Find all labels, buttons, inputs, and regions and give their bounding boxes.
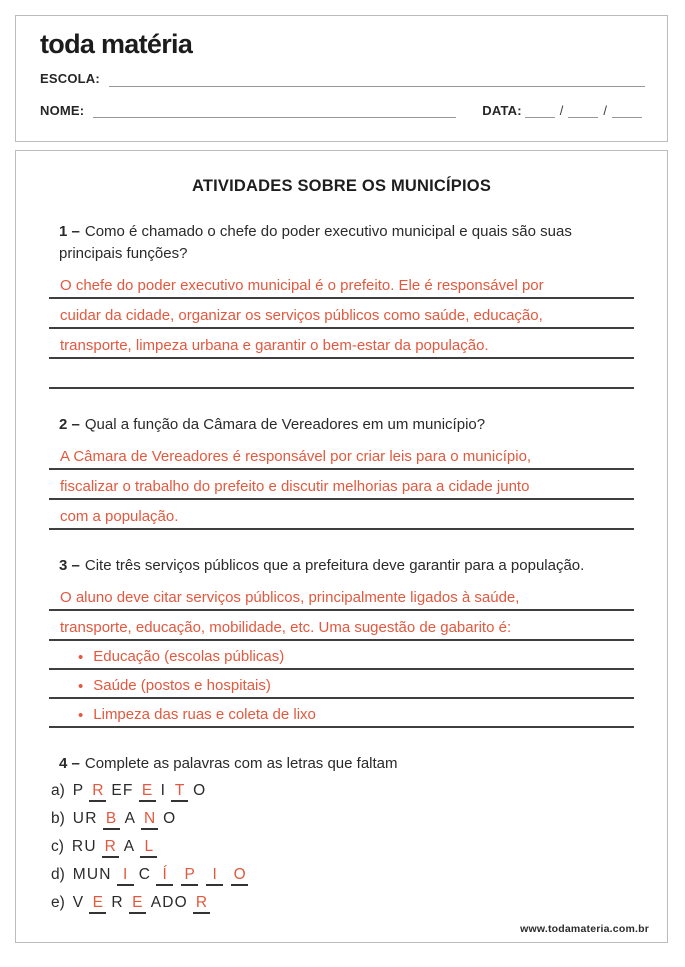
- given-letters: EF: [111, 782, 134, 800]
- answer-text: cuidar da cidade, organizar os serviços públicos como saúde, educação,: [60, 307, 543, 325]
- answer-line: [49, 581, 634, 611]
- given-letters: R: [111, 894, 124, 912]
- date-separator: /: [559, 102, 564, 118]
- answer-line: [49, 329, 634, 359]
- filled-blank-letter: E: [139, 782, 156, 802]
- answer-text: O chefe do poder executivo municipal é o prefeito. Ele é responsável por: [60, 277, 544, 295]
- word-completion-row: [51, 782, 634, 803]
- filled-blank-letter: O: [231, 866, 248, 886]
- question-1-text: [59, 221, 634, 265]
- answer-line: [49, 359, 634, 389]
- answer-line: [49, 500, 634, 530]
- word-item-label: b): [51, 810, 65, 828]
- answer-text: fiscalizar o trabalho do prefeito e discutir melhorias para a cidade junto: [60, 478, 530, 496]
- question-number: 3 –: [59, 557, 80, 575]
- given-letters: ADO: [150, 894, 188, 912]
- filled-blank-letter: E: [89, 894, 106, 914]
- date-day-line[interactable]: [525, 116, 555, 118]
- question-statement: Qual a função da Câmara de Vereadores em um município?: [84, 416, 486, 434]
- filled-blank-letter: P: [181, 866, 198, 886]
- answer-text: Educação (escolas públicas): [93, 648, 285, 666]
- filled-blank-letter: T: [171, 782, 188, 802]
- question-3: [49, 555, 634, 728]
- filled-blank-letter: I: [117, 866, 134, 886]
- worksheet-title: ATIVIDADES SOBRE OS MUNICÍPIOS: [191, 177, 492, 195]
- date-separator: /: [603, 102, 607, 118]
- bullet-answer-line: [49, 699, 634, 728]
- answer-text: A Câmara de Vereadores é responsável por criar leis para o município,: [60, 448, 532, 466]
- question-statement: Complete as palavras com as letras que faltam: [84, 755, 398, 773]
- answer-text: [49, 384, 60, 387]
- given-letters: I: [160, 782, 167, 800]
- escola-input-line[interactable]: [109, 85, 645, 87]
- answer-line: [49, 611, 634, 641]
- question-2-text: [59, 414, 634, 436]
- word-completion-row: [51, 838, 634, 859]
- given-letters: A: [123, 838, 136, 856]
- bullet-answer-line: [49, 641, 634, 670]
- filled-blank-letter: Í: [156, 866, 173, 886]
- filled-blank-letter: I: [206, 866, 223, 886]
- given-letters: V: [72, 894, 85, 912]
- filled-blank-letter: E: [129, 894, 146, 914]
- question-4: [49, 753, 634, 915]
- answer-text: transporte, limpeza urbana e garantir o bem-estar da população.: [60, 337, 489, 355]
- answer-line: [49, 470, 634, 500]
- given-letters: C: [138, 866, 152, 884]
- answer-line: [49, 440, 634, 470]
- word-item-label: d): [51, 866, 65, 884]
- given-letters: MUN: [72, 866, 112, 884]
- question-number: 1 –: [59, 223, 80, 240]
- given-letters: P: [72, 782, 85, 800]
- question-3-bullet-answers: [49, 641, 634, 728]
- filled-blank-letter: R: [193, 894, 210, 914]
- question-4-word-rows: [49, 782, 634, 915]
- bullet-icon: •: [78, 678, 84, 696]
- word-completion-row: [51, 810, 634, 831]
- nome-field-row: [40, 103, 645, 119]
- worksheet-body: [15, 150, 668, 943]
- date-month-line[interactable]: [568, 116, 598, 118]
- data-label: DATA:: [482, 102, 522, 118]
- nome-label: NOME:: [40, 102, 85, 118]
- date-year-line[interactable]: [612, 116, 642, 118]
- answer-text: com a população.: [60, 508, 179, 526]
- question-1: [49, 221, 634, 389]
- word-item-label: a): [51, 782, 65, 800]
- brand-logo: toda matéria: [40, 29, 193, 59]
- answer-line: [49, 269, 634, 299]
- answer-text: O aluno deve citar serviços públicos, principalmente ligados à saúde,: [60, 589, 520, 607]
- question-1-answers: [49, 269, 634, 389]
- nome-input-line[interactable]: [93, 116, 456, 118]
- escola-field-row: [40, 71, 645, 87]
- header-box: [15, 15, 668, 142]
- given-letters: O: [193, 782, 207, 800]
- answer-text: Limpeza das ruas e coleta de lixo: [93, 706, 316, 724]
- question-2: [49, 414, 634, 530]
- escola-label: ESCOLA:: [40, 71, 100, 86]
- word-item-label: c): [51, 838, 64, 856]
- given-letters: UR: [72, 810, 98, 828]
- bullet-icon: •: [78, 707, 84, 725]
- given-letters: A: [124, 810, 137, 828]
- question-statement: Cite três serviços públicos que a prefeitura deve garantir para a população.: [84, 557, 585, 575]
- bullet-icon: •: [78, 649, 84, 667]
- answer-text: transporte, educação, mobilidade, etc. Uma sugestão de gabarito é:: [60, 619, 512, 637]
- filled-blank-letter: B: [103, 810, 120, 830]
- filled-blank-letter: R: [89, 782, 106, 802]
- answer-text: Saúde (postos e hospitais): [93, 677, 271, 695]
- filled-blank-letter: R: [102, 838, 119, 858]
- answer-line: [49, 299, 634, 329]
- footer-url: www.todamateria.com.br: [520, 923, 649, 935]
- given-letters: O: [163, 810, 177, 828]
- word-item-label: e): [51, 894, 65, 912]
- word-completion-row: [51, 894, 634, 915]
- question-number: 4 –: [59, 755, 80, 773]
- filled-blank-letter: N: [141, 810, 158, 830]
- question-3-answers: [49, 581, 634, 641]
- question-statement: Como é chamado o chefe do poder executivo municipal e quais são suas principais funções?: [59, 223, 572, 263]
- filled-blank-letter: L: [140, 838, 157, 858]
- question-3-text: [59, 555, 634, 577]
- word-completion-row: [51, 866, 634, 887]
- question-2-answers: [49, 440, 634, 530]
- bullet-answer-line: [49, 670, 634, 699]
- given-letters: RU: [71, 838, 97, 856]
- question-4-text: [59, 753, 634, 775]
- question-number: 2 –: [59, 416, 80, 434]
